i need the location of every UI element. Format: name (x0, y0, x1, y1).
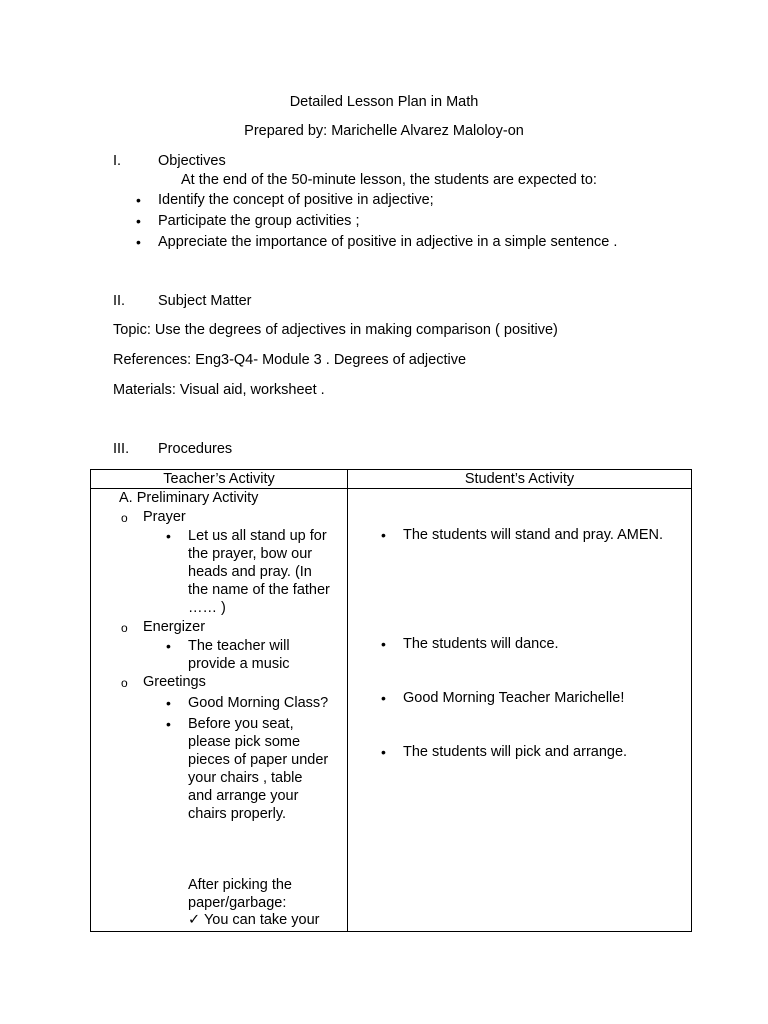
subject-materials: Materials: Visual aid, worksheet . (113, 382, 325, 398)
student-activity-header: Student’s Activity (348, 470, 692, 489)
seat-text-line: your chairs , table (188, 770, 303, 786)
subject-references: References: Eng3-Q4- Module 3 . Degrees of adjective (113, 352, 467, 368)
checkmark-icon: ✓ (188, 912, 201, 928)
prayer-text-line: the prayer, bow our (188, 546, 313, 562)
teacher-activity-header: Teacher’s Activity (91, 470, 348, 489)
objective-item: • Identify the concept of positive in adjective; (158, 191, 434, 209)
student-activity-cell (348, 489, 692, 932)
objective-item: • Participate the group activities ; (158, 212, 360, 230)
objective-item: • Appreciate the importance of positive in adjective in a simple sentence . (158, 233, 617, 251)
energizer-label: o Energizer (143, 618, 205, 636)
after-text-line: paper/garbage: (188, 895, 287, 911)
seat-text-line: chairs properly. (188, 806, 287, 822)
teacher-activity-cell (91, 489, 348, 932)
check-item-text: You can take your (203, 912, 320, 928)
greeting-line: • Good Morning Class? (188, 694, 328, 712)
preliminary-activity: A. Preliminary Activity (119, 490, 259, 506)
greetings-label: o Greetings (143, 673, 206, 691)
energizer-text-line: provide a music (188, 656, 290, 672)
prayer-label: o Prayer (143, 508, 186, 526)
subject-topic: Topic: Use the degrees of adjectives in making comparison ( positive) (113, 322, 558, 338)
objectives-heading: Objectives (158, 153, 226, 169)
prayer-text-line: the name of the father (188, 582, 330, 598)
seat-text-line: • Before you seat, (188, 715, 294, 733)
procedures-heading: Procedures (158, 441, 233, 457)
check-item (188, 911, 319, 929)
prayer-text-line: …… ) (188, 600, 226, 616)
student-prayer: • The students will stand and pray. AMEN. (403, 526, 663, 544)
subject-heading: Subject Matter (158, 293, 252, 309)
student-pick: • The students will pick and arrange. (403, 743, 627, 761)
procedures-numeral: III. (113, 441, 130, 457)
student-energizer: • The students will dance. (403, 635, 559, 653)
prayer-text-line: heads and pray. (In (188, 564, 312, 580)
prepared-by: Prepared by: Marichelle Alvarez Maloloy-on (244, 123, 524, 139)
student-greeting: • Good Morning Teacher Marichelle! (403, 689, 624, 707)
prayer-text-line: • Let us all stand up for (188, 527, 327, 545)
objectives-intro: At the end of the 50-minute lesson, the students are expected to: (181, 172, 597, 188)
document-title: Detailed Lesson Plan in Math (289, 94, 479, 110)
seat-text-line: please pick some (188, 734, 301, 750)
energizer-text-line: • The teacher will (188, 637, 290, 655)
after-text-line: After picking the (188, 877, 292, 893)
seat-text-line: and arrange your (188, 788, 299, 804)
objectives-numeral: I. (113, 153, 122, 169)
seat-text-line: pieces of paper under (188, 752, 329, 768)
subject-numeral: II. (113, 293, 126, 309)
procedures-table (90, 469, 692, 932)
